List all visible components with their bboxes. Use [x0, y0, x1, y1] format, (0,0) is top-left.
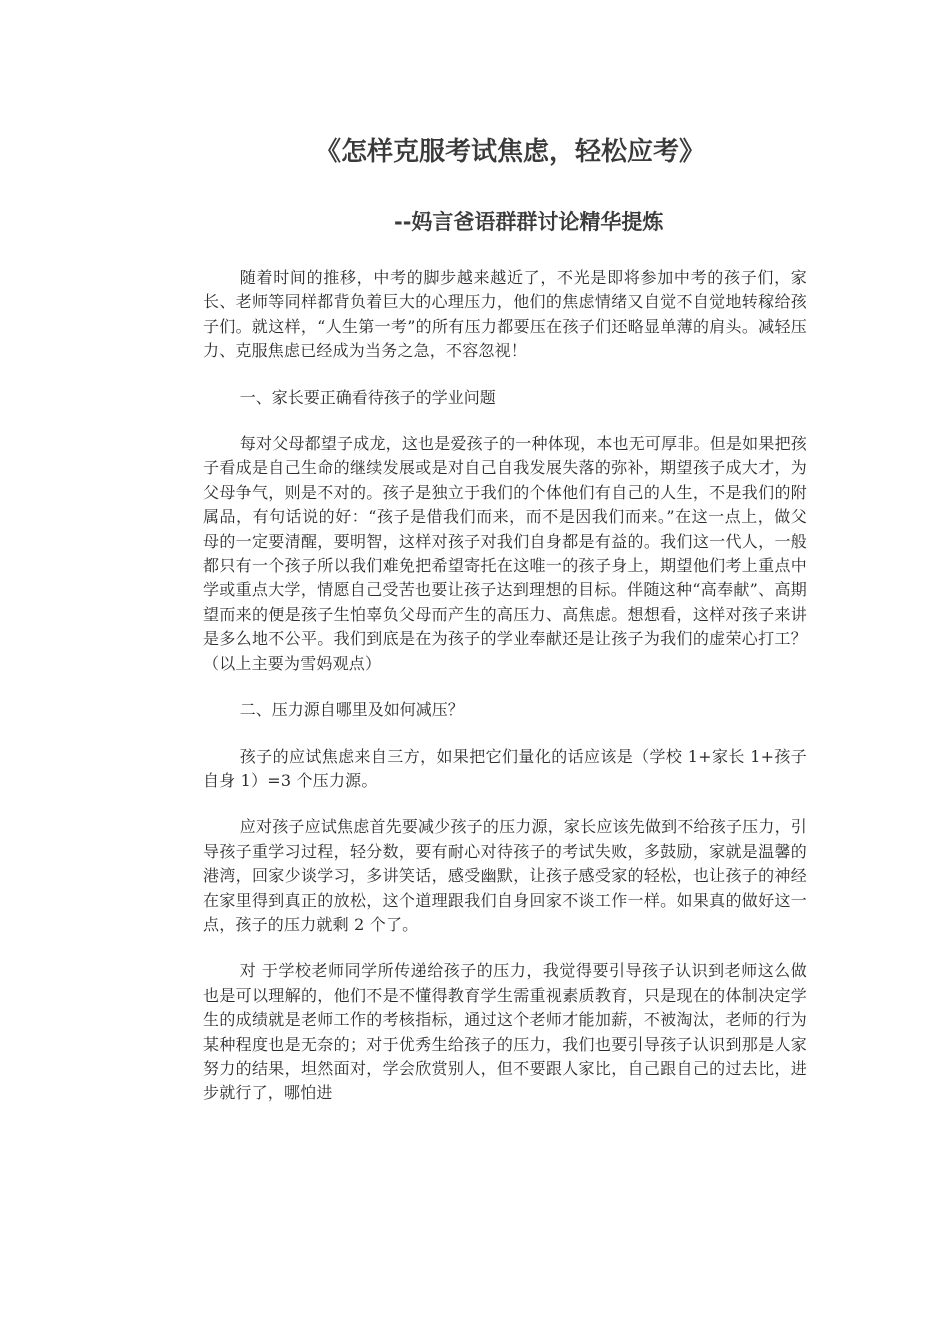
paragraph-reduce-pressure: 应对孩子应试焦虑首先要减少孩子的压力源，家长应该先做到不给孩子压力，引导孩子重学习过程，轻分数，要有耐心对待孩子的考试失败，多鼓励，家就是温馨的港湾，回家少谈学习，多讲笑话，感受幽默，让孩子感受家的轻松，也让孩子的神经在家里得到真正的放松，这个道理跟我们自身回家不谈工作一样。如果真的做好这一点，孩子的压力就剩 2 个了。	[203, 817, 807, 934]
paragraph-intro: 随着时间的推移，中考的脚步越来越近了，不光是即将参加中考的孩子们，家长、老师等同样都背负着巨大的心理压力，他们的焦虑情绪又自觉不自觉地转稼给孩子们。就这样，“人生第一考”的所有压力都要压在孩子们还略显单薄的肩头。减轻压力、克服焦虑已经成为当务之急，不容忽视！	[203, 268, 807, 361]
paragraph-pressure-sources: 孩子的应试焦虑来自三方，如果把它们量化的话应该是（学校 1+家长 1+孩子自身 1）=3 个压力源。	[203, 746, 807, 790]
document-subtitle: --妈言爸语群群讨论精华提炼	[394, 210, 664, 234]
paragraph-parents-view: 每对父母都望子成龙，这也是爱孩子的一种体现，本也无可厚非。但是如果把孩子看成是自己生命的继续发展或是对自己自我发展失落的弥补，期望孩子成大才，为父母争气，则是不对的。孩子是独立于我们的个体他们有自己的人生，不是我们的附属品，有句话说的好：“孩子是借我们而来，而不是因我们而来。”在这一点上，做父母的一定要清醒，要明智，这样对孩子对我们自身都是有益的。我们这一代人，一般都只有一个孩子所以我们难免把希望寄托在这唯一的孩子身上，期望他们考上重点中学或重点大学，情愿自己受苦也要让孩子达到理想的目标。伴随这种“高奉献”、高期望而来的便是孩子生怕辜负父母而产生的高压力、高焦虑。想想看，这样对孩子来讲是多么地不公平。我们到底是在为孩子的学业奉献还是让孩子为我们的虚荣心打工？（以上主要为雪妈观点）	[203, 434, 807, 673]
section-heading-1: 一、家长要正确看待孩子的学业问题	[239, 387, 496, 407]
paragraph-school-pressure: 对 于学校老师同学所传递给孩子的压力，我觉得要引导孩子认识到老师这么做也是可以理解的，他们不是不懂得教育学生需重视素质教育，只是现在的体制决定学生的成绩就是老师工作的考核指标，通过这个老师才能加薪，不被淘汰，老师的行为某种程度也是无奈的；对于优秀生给孩子的压力，我们也要引导孩子认识到那是人家努力的结果，坦然面对，学会欣赏别人，但不要跟人家比，自己跟自己的过去比，进步就行了，哪怕进	[203, 961, 807, 1103]
document-body	[203, 266, 807, 1128]
section-heading-2: 二、压力源自哪里及如何减压？	[239, 700, 464, 720]
document-title: 《怎样克服考试焦虑，轻松应考》	[314, 137, 705, 167]
